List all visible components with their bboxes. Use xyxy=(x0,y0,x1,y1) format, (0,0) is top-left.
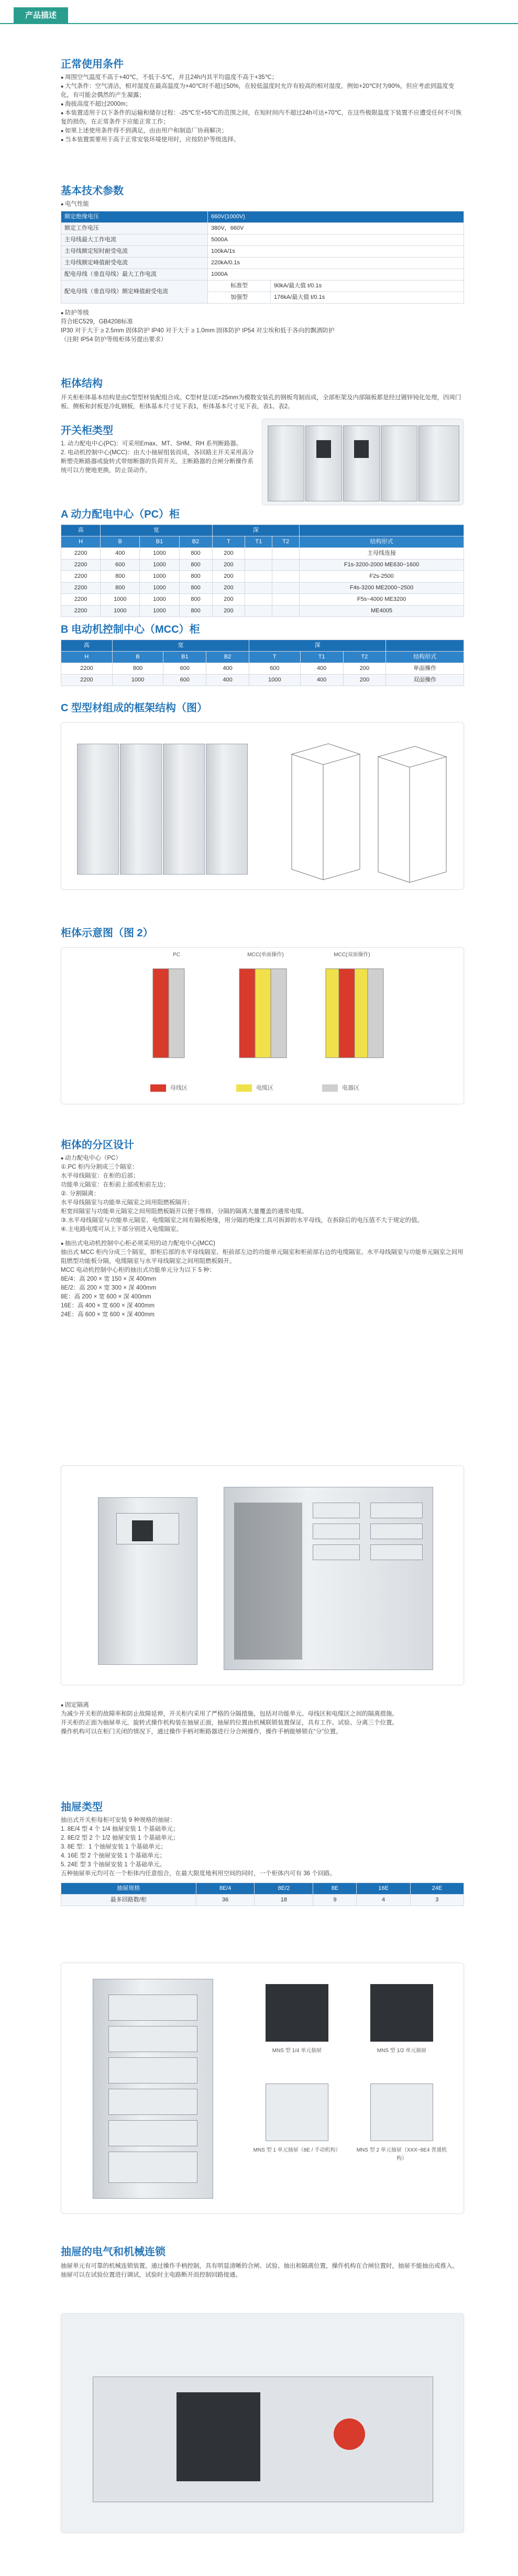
condition-item: ● 本装置适用于以下条件的运输和储存过程：-25℃至+55℃的范围之间，在短时间内不超过24h可达+70℃，在这些极限温度下装置不应遭受任何不可恢复的损伤，在正常条件下应能正常工作； xyxy=(61,109,464,127)
table-row xyxy=(61,211,464,223)
frame-top xyxy=(378,746,446,767)
mechanism-section xyxy=(61,2245,464,2280)
table-cell: 600 xyxy=(249,663,301,675)
table-row xyxy=(61,1895,464,1906)
zones-mcc-subtitle: ● 抽出式电动机控制中心柜必须采用的动力配电中心(MCC) xyxy=(61,1239,464,1248)
column-header: T2 xyxy=(343,652,386,663)
drawer-image xyxy=(370,1544,423,1560)
table-cell xyxy=(272,548,300,559)
operating-handle-icon xyxy=(334,2418,365,2450)
electrical-performance-label: ● 电气性能 xyxy=(61,200,464,209)
drawer-unit-image xyxy=(266,2084,328,2141)
table-cell: 600 xyxy=(163,663,206,675)
table-cell: 1000 xyxy=(140,594,179,606)
condition-item: ● 大气条件：空气清洁，相对湿度在最高温度为+40℃时不超过50%，在较低温度时允许有较高的相对湿度，例如+20℃时为90%，但应考虑到温度变化，有可能会偶然的产生凝露； xyxy=(61,82,464,100)
protection-line: （注附 IP54 防护等级柜体另提出要求） xyxy=(61,337,167,343)
breaker-image xyxy=(354,440,369,458)
bus-zone-block xyxy=(153,969,169,1058)
drawer-caption: MNS 型 1/4 单元抽屉 xyxy=(272,2048,322,2054)
drawer-types-title: 抽屉类型 xyxy=(61,1801,103,1813)
drawer-line: 抽出式开关柜每柜可安装 9 种规格的抽屉： xyxy=(61,1817,176,1823)
table-cell: 最多回路数/柜 xyxy=(61,1895,196,1906)
spec-value: 660V(1000V) xyxy=(208,211,464,223)
table-cell: 800 xyxy=(112,663,163,675)
condition-item: ● 当本装置需要用于高于正常安装环境使用时，应按防护等级选择。 xyxy=(61,136,464,144)
drawer-image xyxy=(108,2089,197,2115)
zones-line: 16E：高 400 × 宽 600 × 深 400mm xyxy=(61,1303,155,1309)
table-row xyxy=(61,269,464,281)
drawer-line: 3. 8E 型：1 个抽屉安装 1 个基础单元； xyxy=(61,1844,167,1850)
schematic-label-mcc-double: MCC(双面操作) xyxy=(334,952,370,958)
spec-value: 380V，660V xyxy=(208,223,464,234)
cable-zone-block xyxy=(255,969,271,1058)
table-row xyxy=(61,606,464,617)
spec-key: 配电母线（垂直母线）最大工作电流 xyxy=(61,269,208,281)
schematic-label-mcc-single: MCC(单面操作) xyxy=(247,952,284,958)
mcc-dimension-table xyxy=(61,640,464,686)
pc-table-section xyxy=(61,508,464,617)
spec-value: 90kA/最大值 t/0.1s xyxy=(271,281,464,292)
zones-line: ③.水平母线隔室与功能单元隔室、电缆隔室之间有隔板绝缘，用分隔的绝缘工具可拆卸的水平母线，在拆除后的电压值不大于规定的值。 xyxy=(61,1217,423,1224)
normal-conditions-section xyxy=(61,58,464,144)
drawer-image xyxy=(108,2152,197,2183)
table-header-row xyxy=(61,652,464,663)
table-cell xyxy=(245,583,272,594)
table-cell: 1000 xyxy=(140,571,179,583)
table-row xyxy=(61,234,464,246)
drawer-unit-image xyxy=(370,2084,433,2141)
table-header-row xyxy=(61,525,464,536)
table-cell: 800 xyxy=(179,583,212,594)
table-row xyxy=(61,281,464,292)
table-cell: 800 xyxy=(101,583,140,594)
table-cell: F1s-3200-2000 ME630~1600 xyxy=(300,559,464,571)
column-header: H xyxy=(61,536,101,548)
open-cabinet-image xyxy=(77,744,119,875)
interlock-photo xyxy=(61,2313,464,2533)
column-group-header xyxy=(386,640,464,652)
cable-zone-block xyxy=(326,969,339,1058)
cabinet-image xyxy=(305,425,342,501)
table-cell: 600 xyxy=(101,559,140,571)
table-row xyxy=(61,571,464,583)
cabinet-image xyxy=(418,425,459,501)
spec-value: 220kA/0.1s xyxy=(208,257,464,269)
drawer-image xyxy=(313,1503,360,1518)
table-header-row xyxy=(61,640,464,652)
spec-key: 主母线额定短时耐受电流 xyxy=(61,246,208,257)
table-cell: 2200 xyxy=(61,606,101,617)
structure-text: 开关柜柜体基本结构是由C型型材装配组合成。C型材是以E=25mm为模数安装孔的钢板弯制而成，全部柜架及内部隔板都是经过镀锌钝化处理，四周门板、侧板和封板是冷轧钢板，柜体基本尺寸见下表1，柜体基本尺寸见下表，表1、表2。 xyxy=(61,395,461,410)
table-row xyxy=(61,548,464,559)
drawer-image xyxy=(108,2026,197,2052)
column-group-header: 高 xyxy=(61,640,113,652)
zones-line: 水平母线隔室：在柜的后部； xyxy=(61,1173,139,1179)
column-group-header: 宽 xyxy=(112,640,249,652)
zones-section xyxy=(61,1138,464,1319)
column-header: 24E xyxy=(410,1883,464,1895)
column-header: T xyxy=(249,652,301,663)
table-cell: 18 xyxy=(255,1895,313,1906)
fixed-separation-title: ● 固定隔离 xyxy=(61,1701,464,1710)
zones-pc-lines xyxy=(61,1163,464,1234)
fixed-separation-section xyxy=(61,1701,464,1737)
table-cell: 1000 xyxy=(101,594,140,606)
drawer-image xyxy=(108,2057,197,2084)
column-header: 结构形式 xyxy=(300,536,464,548)
table-cell: 9 xyxy=(313,1895,357,1906)
column-header: 8E/2 xyxy=(255,1883,313,1895)
table-cell: 1000 xyxy=(112,675,163,686)
drawer-caption: MNS 型 1 单元抽屉（8E / 手动机构） xyxy=(253,2147,341,2153)
zones-line: MCC 电动机控制中心柜的抽出式功能单元分为以下 5 种： xyxy=(61,1267,216,1273)
frame-structure-figure xyxy=(61,722,464,890)
table-cell: 600 xyxy=(163,675,206,686)
table-cell: 1000 xyxy=(101,606,140,617)
condition-item: ● 如果上述使用条件得不到满足，由由用户和制造厂协商解决； xyxy=(61,127,464,136)
column-group-header: 高 xyxy=(61,525,101,536)
drawer-unit-image xyxy=(370,1984,433,2042)
table-cell: 200 xyxy=(212,571,245,583)
open-cabinet-image xyxy=(163,744,205,875)
column-header: B1 xyxy=(140,536,179,548)
protection-title: ● 防护等级 xyxy=(61,309,464,318)
drawer-line: 5. 24E 型 3 个抽屉安装 1 个基础单元。 xyxy=(61,1862,166,1868)
table-cell: 200 xyxy=(343,675,386,686)
protection-line: IP30 对于大于 ≥ 2.5mm 固体防护 IP40 对于大于 ≥ 1.0mm 固体防护 IP54 对尘埃和低于各向的飘洒防护 xyxy=(61,328,335,334)
device-zone-block xyxy=(368,969,383,1058)
table-cell: 400 xyxy=(101,548,140,559)
table-cell: 400 xyxy=(300,675,343,686)
table-row xyxy=(61,583,464,594)
table-row xyxy=(61,257,464,269)
product-description-tag: 产品描述 xyxy=(14,7,68,24)
zones-line: ④.主电路电缆可从上下部分别进入电缆隔室。 xyxy=(61,1226,183,1233)
schematic-section xyxy=(61,926,464,940)
column-header: H xyxy=(61,652,113,663)
zones-line: 水平母线隔室与功能单元隔室之间用阻燃板隔开； xyxy=(61,1200,193,1206)
drawer-interior-image xyxy=(177,2392,260,2481)
normal-conditions-list xyxy=(61,73,464,144)
zones-line: 8E/4：高 200 × 宽 150 × 深 400mm xyxy=(61,1276,157,1282)
table-row xyxy=(61,594,464,606)
table-cell: 4 xyxy=(357,1895,410,1906)
device-zone-block xyxy=(271,969,286,1058)
table-header-row xyxy=(61,1883,464,1895)
column-header: 8E xyxy=(313,1883,357,1895)
table-cell: 3 xyxy=(410,1895,464,1906)
table-cell xyxy=(245,548,272,559)
drawer-caption: MNS 型 2 单元抽屉（XXX~8E4 普通机构） xyxy=(356,2147,447,2161)
schematic-label-pc: PC xyxy=(173,952,180,958)
open-cabinet-image xyxy=(120,744,162,875)
bus-zone-block xyxy=(339,969,355,1058)
column-header: B xyxy=(101,536,140,548)
table-cell: 400 xyxy=(206,675,249,686)
column-header: T2 xyxy=(272,536,300,548)
table-cell: 800 xyxy=(101,571,140,583)
bus-zone-block xyxy=(239,969,255,1058)
drawer-image xyxy=(313,1524,360,1539)
frame-top xyxy=(292,744,360,765)
cabinet-image xyxy=(381,425,417,501)
table-cell: 2200 xyxy=(61,675,113,686)
drawer-image xyxy=(108,2120,197,2146)
table-cell: 2200 xyxy=(61,559,101,571)
zones-pc-subtitle: ● 动力配电中心（PC） xyxy=(61,1154,464,1163)
column-header: B2 xyxy=(206,652,249,663)
zones-line: 功能单元隔室：在柜前上部或柜前左边； xyxy=(61,1182,169,1188)
mechanism-text: 抽屉单元有可靠的机械连锁装置，通过操作手柄控制，具有明显清晰的合闸、试验、抽出和隔离位置，操作机构在合闸位置时，抽屉不能抽出或推入。抽屉可以在试验位置进行调试，试验时主电路断开而控制回路接通。 xyxy=(61,2263,458,2278)
table-cell: 1000 xyxy=(140,583,179,594)
switchgear-row-photo xyxy=(262,419,464,505)
breaker-image xyxy=(316,440,331,458)
table-cell: 800 xyxy=(179,548,212,559)
legend-device: 电器区 xyxy=(342,1085,360,1091)
protection-line: 符合IEC529，GB4208标准 xyxy=(61,319,134,326)
column-group-header xyxy=(300,525,464,536)
spec-key: 额定工作电压 xyxy=(61,223,208,234)
drawer-circuit-table xyxy=(61,1883,464,1906)
table-header-row xyxy=(61,536,464,548)
open-cabinet-image xyxy=(206,744,248,875)
spec-key: 主母线额定峰值耐受电流 xyxy=(61,257,208,269)
drawer-type-lines xyxy=(61,1816,464,1878)
table-cell: F5s~4000 ME3200 xyxy=(300,594,464,606)
column-header: 16E xyxy=(357,1883,410,1895)
spec-key: 主母线最大工作电流 xyxy=(61,234,208,246)
schematic-legend xyxy=(150,1084,359,1093)
pc-table-title: A 动力配电中心（PC）柜 xyxy=(61,509,180,520)
table-cell xyxy=(245,571,272,583)
drawer-line: 五种抽屉单元均可在一个柜体内任意组合，在最大限度地利用空间的同时，一个柜体内可有 36 个回路。 xyxy=(61,1871,336,1877)
zones-line: 24E：高 600 × 宽 600 × 深 400mm xyxy=(61,1312,155,1318)
drawer-image xyxy=(313,1544,360,1560)
table-cell: 800 xyxy=(179,594,212,606)
column-header: B1 xyxy=(163,652,206,663)
legend-bus: 母线区 xyxy=(170,1085,188,1091)
table-cell xyxy=(272,594,300,606)
table-row xyxy=(61,246,464,257)
column-header: T1 xyxy=(300,652,343,663)
table-cell xyxy=(272,571,300,583)
table-cell: 2200 xyxy=(61,548,101,559)
table-cell: 400 xyxy=(206,663,249,675)
mcc-table-title: B 电动机控制中心（MCC）柜 xyxy=(61,624,200,635)
mechanism-title: 抽屉的电气和机械连锁 xyxy=(61,2246,166,2258)
table-cell xyxy=(272,606,300,617)
table-cell: 主母线连接 xyxy=(300,548,464,559)
pc-dimension-table xyxy=(61,524,464,617)
spec-key: 额定绝缘电压 xyxy=(61,211,208,223)
drawer-image xyxy=(370,1503,423,1518)
drawer-caption: MNS 型 1/2 单元抽屉 xyxy=(377,2048,427,2054)
condition-item: ● 周围空气温度不高于+40℃，不低于-5℃，并且24h内其平均温度不高于+35℃； xyxy=(61,73,464,82)
cable-zone-block xyxy=(355,969,368,1058)
column-header: T1 xyxy=(245,536,272,548)
table-cell: 2200 xyxy=(61,571,101,583)
table-row xyxy=(61,559,464,571)
drawer-types-figure xyxy=(61,1963,464,2214)
table-cell xyxy=(272,559,300,571)
column-group-header: 深 xyxy=(212,525,300,536)
fixed-line: 为减少开关柜的故障率和防止故障延伸，开关柜内采用了严格的分隔措施，包括对功能单元、母线区和电缆区之间的隔离措施。 xyxy=(61,1711,398,1717)
condition-item: ● 海拔高度不超过2000m； xyxy=(61,100,464,109)
frame-edge xyxy=(292,754,323,880)
table-row xyxy=(61,223,464,234)
table-cell: 1000 xyxy=(140,606,179,617)
normal-conditions-title: 正常使用条件 xyxy=(61,59,124,70)
table-cell xyxy=(245,594,272,606)
zones-line: ①.PC 柜内分割成三个隔室： xyxy=(61,1164,138,1170)
zones-line: 柜宽间隔室与功能单元隔室之间用阻燃板隔开以便于维修，分隔的隔离大量覆盖的通常电缆。 xyxy=(61,1208,308,1215)
frame-structure-section xyxy=(61,701,464,715)
drawer-line: 4. 16E 型 2 个抽屉安装 1 个基础单元； xyxy=(61,1853,166,1859)
table-cell: 200 xyxy=(343,663,386,675)
table-row xyxy=(61,663,464,675)
switch-type-item: 2. 电动机控制中心(MCC)：由大小抽屉组装而成，各回路主开关采用高分断塑壳断路器或旋转式带熔断器的负荷开关，主断路器的合闸分断操作系统可以方便地更换，防止误动作。 xyxy=(61,450,254,474)
column-header: T xyxy=(212,536,245,548)
spec-value: 100kA/1s xyxy=(208,246,464,257)
legend-swatch-bus xyxy=(150,1084,166,1092)
column-header: 8E/4 xyxy=(196,1883,255,1895)
mcc-table-section xyxy=(61,623,464,686)
zones-line: ②. 分割隔离： xyxy=(61,1191,100,1197)
spec-variant: 加强型 xyxy=(208,292,271,304)
table-cell: 200 xyxy=(212,559,245,571)
table-row xyxy=(61,675,464,686)
fixed-line: 操作机构可以在柜门关闭的情况下，通过操作手柄对断路器进行分合闸操作，操作手柄能够锁在“分”位置。 xyxy=(61,1729,342,1735)
table-cell: 2200 xyxy=(61,583,101,594)
column-header: B2 xyxy=(179,536,212,548)
cabinet-image xyxy=(268,425,304,501)
table-cell: 800 xyxy=(179,571,212,583)
table-cell xyxy=(245,559,272,571)
zones-line: 8E：高 200 × 宽 600 × 深 400mm xyxy=(61,1294,151,1300)
column-group-header: 深 xyxy=(249,640,386,652)
drawer-image xyxy=(370,1524,423,1539)
column-group-header: 宽 xyxy=(101,525,212,536)
table-cell: 800 xyxy=(179,559,212,571)
frame-structure-title: C 型型材组成的框架结构（图） xyxy=(61,702,207,714)
zones-title: 柜体的分区设计 xyxy=(61,1139,134,1151)
spec-value: 1000A xyxy=(208,269,464,281)
table-cell: 1000 xyxy=(249,675,301,686)
zones-mcc-lines xyxy=(61,1248,464,1319)
drawer-types-section xyxy=(61,1800,464,1906)
table-cell xyxy=(272,583,300,594)
schematic-figure xyxy=(61,947,464,1104)
legend-swatch-device xyxy=(322,1084,338,1092)
table-cell: 1000 xyxy=(140,559,179,571)
table-cell: 200 xyxy=(212,594,245,606)
frame-edge xyxy=(410,757,446,882)
zones-line: 抽出式 MCC 柜内分成三个隔室，即柜后部的水平母线隔室、柜前部左边的功能单元隔室和柜前部右边的电缆隔室。水平母线隔室与功能单元隔室之间用阻燃型功能板分隔，电缆隔室与水平母线隔室之间用阻燃板隔开。 xyxy=(61,1249,464,1264)
legend-swatch-cable xyxy=(236,1084,252,1092)
drawer-front-image xyxy=(93,2377,433,2502)
table-cell: F2s-2500 xyxy=(300,571,464,583)
frame-edge xyxy=(323,754,360,880)
drawer-line: 1. 8E/4 型 4 个 1/4 抽屉安装 1 个基础单元； xyxy=(61,1826,179,1832)
fixed-line: 开关柜的正面为抽屉单元，旋转式操作机构装在抽屉正面，抽屉的位置由机械联锁装置保证，具有工作、试验、分离三个位置。 xyxy=(61,1720,398,1726)
table-cell: 1000 xyxy=(140,548,179,559)
table-cell xyxy=(245,606,272,617)
table-cell: 200 xyxy=(212,606,245,617)
table-cell: 200 xyxy=(212,548,245,559)
zones-line: 8E/2：高 200 × 宽 300 × 深 400mm xyxy=(61,1285,157,1291)
table-cell: F4s-3200 ME2000~2500 xyxy=(300,583,464,594)
column-header: B xyxy=(112,652,163,663)
device-zone-block xyxy=(169,969,184,1058)
table-cell: 200 xyxy=(212,583,245,594)
spec-value: 176kA/最大值 t/0.1s xyxy=(271,292,464,304)
structure-section xyxy=(61,377,464,411)
table-cell: 800 xyxy=(179,606,212,617)
product-header xyxy=(0,0,518,24)
switch-type-item: 1. 动力配电中心(PC)：可采用Emax、MT、SHM、RH 系列断路器。 xyxy=(61,441,243,447)
tech-params-title: 基本技术参数 xyxy=(61,185,124,197)
switch-types-section xyxy=(61,424,255,475)
drawer-image xyxy=(108,1995,197,2021)
tech-params-section xyxy=(61,184,464,344)
schematic-title: 柜体示意图（图 2） xyxy=(61,927,153,939)
frame-edge xyxy=(378,757,410,882)
switch-types-title: 开关柜类型 xyxy=(61,425,113,436)
spec-variant: 标准型 xyxy=(208,281,271,292)
legend-cable: 电缆区 xyxy=(256,1085,274,1091)
drawer-line: 2. 8E/2 型 2 个 1/2 抽屉安装 1 个基础单元； xyxy=(61,1835,179,1841)
table-cell: 36 xyxy=(196,1895,255,1906)
open-cabinet-interior xyxy=(234,1503,302,1660)
electrical-spec-table xyxy=(61,211,464,304)
drawer-unit-image xyxy=(266,1984,328,2042)
table-cell: 400 xyxy=(300,663,343,675)
table-cell: 双面操作 xyxy=(386,675,464,686)
breaker-image xyxy=(132,1520,153,1541)
column-header: 抽屉规格 xyxy=(61,1883,196,1895)
spec-key: 配电母线（垂直母线）额定峰值耐受电流 xyxy=(61,281,208,304)
table-cell: ME4005 xyxy=(300,606,464,617)
mcc-cabinet-photo xyxy=(61,1465,464,1685)
zone-schematic-drawing xyxy=(61,958,465,1073)
table-cell: 单面操作 xyxy=(386,663,464,675)
column-header: 结构形式 xyxy=(386,652,464,663)
table-cell: 2200 xyxy=(61,594,101,606)
spec-value: 5000A xyxy=(208,234,464,246)
cabinet-image xyxy=(343,425,380,501)
structure-title: 柜体结构 xyxy=(61,378,103,389)
table-cell: 2200 xyxy=(61,663,113,675)
frame-line-drawing xyxy=(281,733,454,885)
